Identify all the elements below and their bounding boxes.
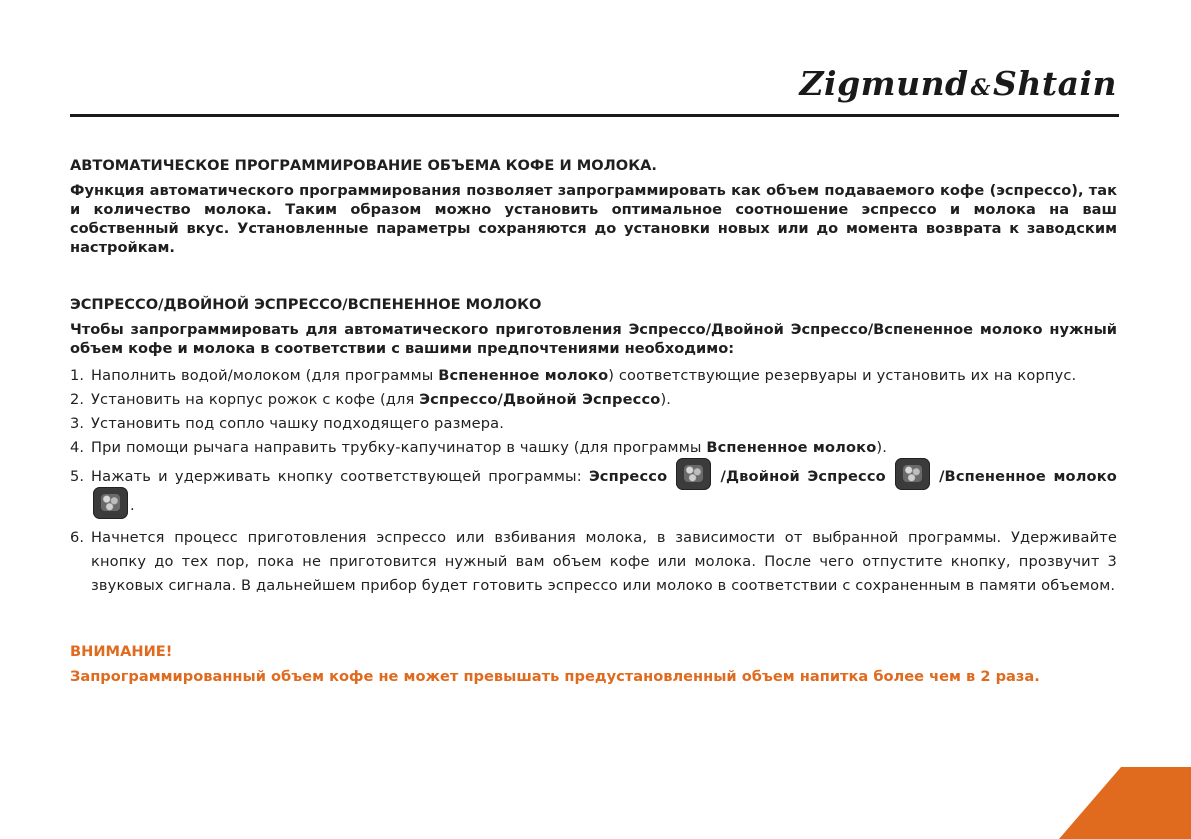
- brand-logo-amp: &: [970, 75, 992, 101]
- step-bold-text: Эспрессо: [588, 468, 668, 485]
- warning-title: ВНИМАНИЕ!: [70, 643, 173, 660]
- section-title: АВТОМАТИЧЕСКОЕ ПРОГРАММИРОВАНИЕ ОБЪЕМА КОФЕ И МОЛОКА.: [70, 157, 657, 174]
- milk-foam-button-icon: [93, 487, 128, 519]
- step-text: ).: [660, 391, 672, 408]
- section-intro: Чтобы запрограммировать для автоматического приготовления Эспрессо/Двойной Эспрессо/Вспененное молоко нужный объем кофе и молока в соответствии с вашими предпочтениями необходимо:: [70, 321, 1117, 357]
- step-text: .: [130, 497, 135, 514]
- corner-accent: [1059, 767, 1191, 839]
- header-rule: [70, 114, 1119, 117]
- step-number: 6.: [70, 529, 85, 546]
- step-text: Установить под сопло чашку подходящего размера.: [91, 415, 505, 432]
- list-item: [70, 412, 1117, 436]
- section-espresso-programs: [70, 295, 1117, 598]
- warning-block: [70, 642, 1117, 686]
- step-text: Нажать и удерживать кнопку соответствующей программы:: [91, 468, 589, 485]
- section-auto-programming: [70, 156, 1117, 257]
- double-espresso-button-icon: [895, 458, 930, 490]
- list-item: [70, 436, 1117, 460]
- brand-logo: [799, 64, 1117, 103]
- step-number: 2.: [70, 391, 85, 408]
- section-title: ЭСПРЕССО/ДВОЙНОЙ ЭСПРЕССО/ВСПЕНЕННОЕ МОЛОКО: [70, 296, 542, 313]
- step-text: ) соответствующие резервуары и установить их на корпус.: [608, 367, 1077, 384]
- list-item: [70, 462, 1117, 520]
- brand-logo-right: Shtain: [993, 64, 1117, 103]
- step-text: При помощи рычага направить трубку-капучинатор в чашку (для программы: [91, 439, 707, 456]
- step-number: 1.: [70, 367, 85, 384]
- steps-list: [70, 364, 1117, 598]
- page-content: [70, 156, 1117, 686]
- list-item: [70, 364, 1117, 388]
- step-number: 4.: [70, 439, 85, 456]
- step-bold-text: Вспененное молоко: [438, 367, 609, 384]
- step-bold-text: /Двойной Эспрессо: [720, 468, 886, 485]
- warning-text: Запрограммированный объем кофе не может превышать предустановленный объем напитка более чем в 2 раза.: [70, 668, 1040, 685]
- step-text: Начнется процесс приготовления эспрессо или взбивания молока, в зависимости от выбранной программы. Удерживайте кнопку до тех пор, пока не приготовится нужный вам объем кофе или молока. После чего отпустите кнопку, прозвучит 3 звуковых сигнала. В дальнейшем прибор будет готовить эспрессо или молоко в соответствии с сохраненным в памяти объемом.: [91, 529, 1117, 594]
- step-bold-text: Вспененное молоко: [706, 439, 877, 456]
- espresso-button-icon: [676, 458, 711, 490]
- list-item: [70, 526, 1117, 598]
- brand-logo-left: Zigmund: [799, 64, 969, 103]
- step-number: 5.: [70, 468, 85, 485]
- step-text: ).: [876, 439, 888, 456]
- section-text: Функция автоматического программирования позволяет запрограммировать как объем подаваемого кофе (эспрессо), так и количество молока. Таким образом можно установить оптимальное соотношение эспрессо и молока на ваш собственный вкус. Установленные параметры сохраняются до установки новых или до момента возврата к заводским настройкам.: [70, 182, 1117, 256]
- step-bold-text: Эспрессо/Двойной Эспрессо: [419, 391, 661, 408]
- step-text: Установить на корпус рожок с кофе (для: [91, 391, 420, 408]
- list-item: [70, 388, 1117, 412]
- step-bold-text: /Вспененное молоко: [939, 468, 1117, 485]
- step-number: 3.: [70, 415, 85, 432]
- step-text: Наполнить водой/молоком (для программы: [91, 367, 439, 384]
